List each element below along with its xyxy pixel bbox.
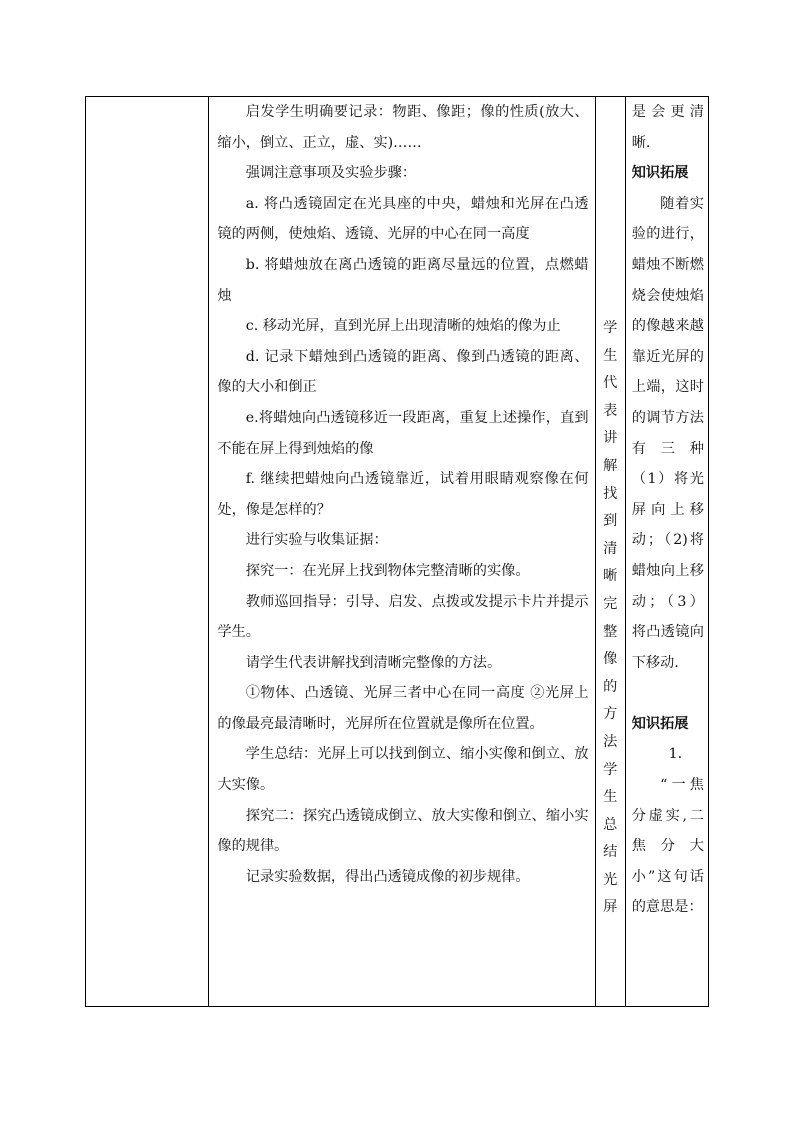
vertical-char: 结: [603, 844, 618, 861]
vertical-char: 总: [603, 816, 618, 833]
paragraph: 教师巡回指导：引导、启发、点拨或发提示卡片并提示学生。: [217, 593, 589, 641]
notes-cell: [625, 97, 708, 1007]
continued-text: 是会更清晰.: [631, 104, 704, 151]
paragraph: 请学生代表讲解找到清晰完整像的方法。: [245, 654, 502, 671]
paragraph: 进行实验与收集证据：: [245, 532, 388, 549]
paragraph: 记录实验数据，得出凸透镜成像的初步规律。: [245, 868, 530, 885]
vertical-char: 法: [603, 733, 618, 750]
paragraph: 强调注意事项及实验步骤：: [245, 165, 417, 182]
empty-left-cell: [86, 97, 209, 1007]
paragraph: 启发学生明确要记录：物距、像距；像的性质(放大、缩小，倒立、正立，虚、实)……: [217, 104, 589, 151]
vertical-char: 讲: [603, 430, 618, 447]
knowledge-extension-heading-2: 知识拓展: [631, 715, 689, 732]
paragraph: 学生总结：光屏上可以找到倒立、缩小实像和倒立、放大实像。: [217, 746, 589, 794]
teaching-process-text: [209, 97, 594, 892]
knowledge-extension-heading-1: 知识拓展: [631, 165, 689, 182]
vertical-char: 屏: [603, 899, 618, 916]
table-row: [86, 97, 709, 1007]
teaching-process-cell: [209, 97, 595, 1007]
paragraph: f. 继续把蜡烛向凸透镜靠近，试着用眼睛观察像在何处，像是怎样的？: [217, 471, 589, 518]
paragraph: 探究一：在光屏上找到物体完整清晰的实像。: [245, 562, 530, 579]
student-activity-cell: [595, 97, 625, 1007]
vertical-char: 找: [603, 485, 618, 502]
notes-column: [626, 97, 708, 923]
vertical-char: 晰: [603, 568, 618, 585]
knowledge-extension-text-2: “一焦分虚实,二焦分大小”这句话的意思是：: [631, 777, 704, 916]
paragraph: c. 移动光屏，直到光屏上出现清晰的烛焰的像为止: [245, 318, 561, 335]
paragraph: e.将蜡烛向凸透镜移近一段距离，重复上述操作，直到不能在屏上得到烛焰的像: [217, 409, 589, 457]
knowledge-extension-text-1: 随着实验的进行，蜡烛不断燃烧会使烛焰的像越来越靠近光屏的上端，这时的调节方法有三种 （1）将光屏向上移动；（2)将蜡烛向上移动；（3）将凸透镜向下移动.: [631, 195, 704, 671]
paragraph: d. 记录下蜡烛到凸透镜的距离、像到凸透镜的距离、像的大小和倒正: [217, 348, 589, 396]
vertical-char: 到: [603, 513, 618, 530]
vertical-char: 光: [603, 871, 618, 888]
vertical-char: 生: [603, 347, 618, 364]
spacer: [632, 678, 704, 709]
vertical-char: 学: [603, 320, 618, 336]
vertical-char: 生: [603, 789, 618, 806]
paragraph: 探究二：探究凸透镜成倒立、放大实像和倒立、缩小实像的规律。: [217, 807, 589, 855]
vertical-char: 代: [603, 375, 618, 392]
lesson-plan-table: [85, 96, 709, 1007]
paragraph: ①物体、凸透镜、光屏三者中心在同一高度 ②光屏上的像最亮最清晰时，光屏所在位置就是像所在位置。: [217, 685, 589, 732]
vertical-char: 整: [603, 623, 618, 640]
student-activity-vertical-text: [596, 97, 625, 922]
vertical-char: 解: [603, 457, 618, 474]
vertical-char: 表: [603, 402, 618, 419]
vertical-char: 清: [603, 540, 618, 557]
paragraph: a. 将凸透镜固定在光具座的中央，蜡烛和光屏在凸透镜的两侧，使烛焰、透镜、光屏的中心在同一高度: [217, 195, 589, 243]
vertical-char: 学: [603, 761, 618, 778]
item-number: 1.: [668, 746, 683, 763]
vertical-char: 方: [603, 706, 618, 723]
paragraph: b. 将蜡烛放在离凸透镜的距离尽量远的位置，点燃蜡烛: [217, 256, 589, 304]
vertical-char: 完: [603, 595, 618, 612]
vertical-char: 像: [603, 651, 618, 668]
vertical-char: 的: [603, 678, 618, 695]
